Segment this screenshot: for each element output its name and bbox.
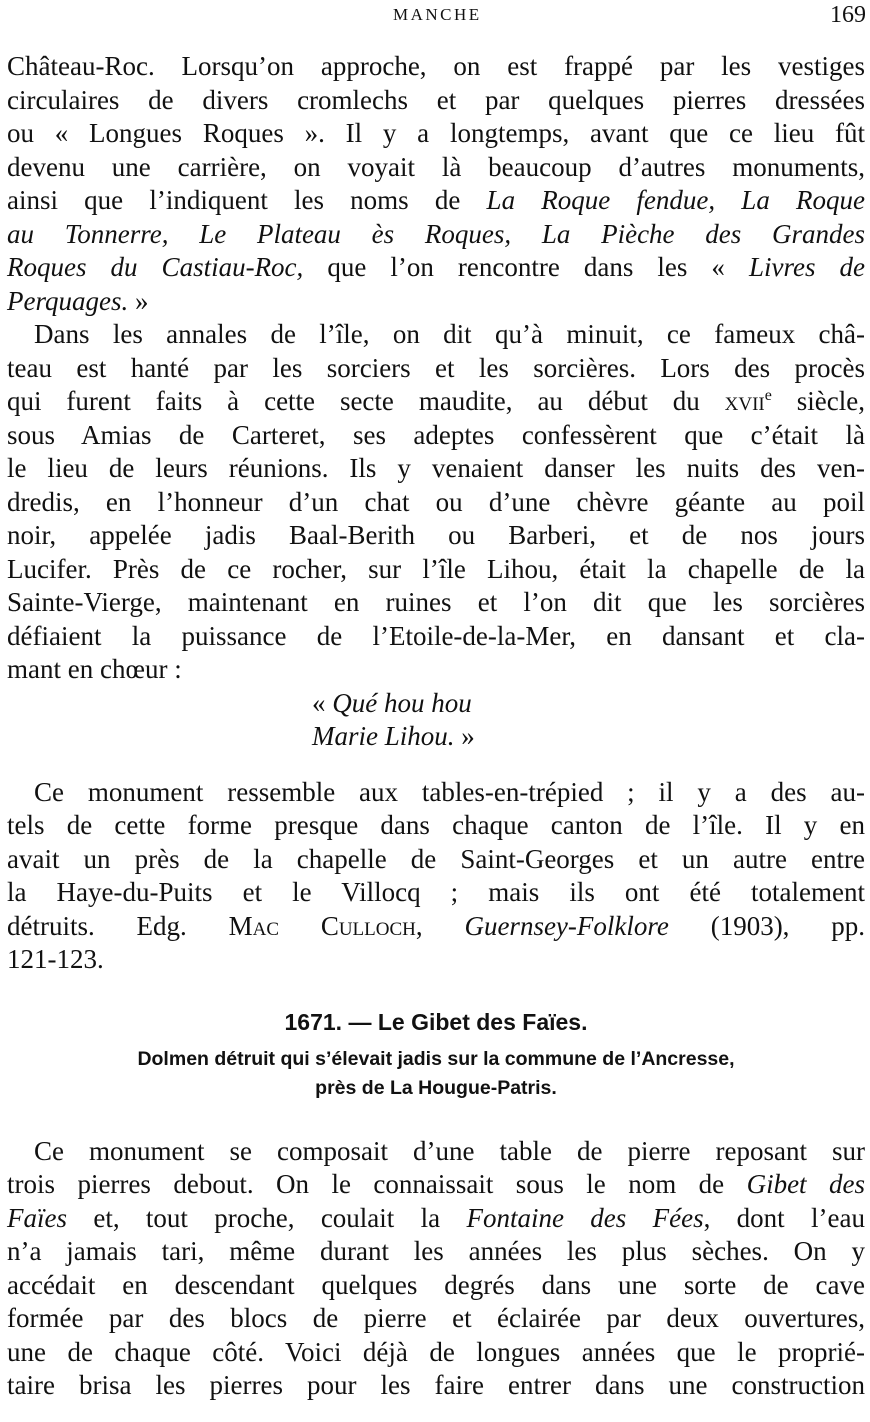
- text-run: , dont l’eau: [703, 1202, 865, 1233]
- text-run: »: [128, 285, 149, 316]
- text-line: dredis, en l’honneur d’un chat ou d’une chèvre géante au poil: [7, 486, 865, 517]
- text-line: 121-123.: [7, 944, 104, 974]
- text-line: [7, 910, 865, 944]
- text-line: mant en chœur :: [7, 654, 182, 684]
- text-line: avait un près de la chapelle de Saint-Georges et un autre entre: [7, 843, 865, 874]
- text-line: taire brisa les pierres pour les faire entrer dans une construction: [7, 1370, 865, 1400]
- text-line: [7, 385, 865, 419]
- page-body: [7, 50, 865, 1403]
- text-run: détruits. Edg.: [7, 910, 229, 941]
- paragraph-2: [7, 318, 865, 352]
- paragraph-2-cont: [7, 352, 865, 687]
- text-line: Sainte-Vierge, maintenant en ruines et l’on dit que les sorcières: [7, 587, 865, 617]
- superscript: e: [764, 387, 772, 404]
- text-run: (1903), pp.: [668, 910, 865, 941]
- text-line: noir, appelée jadis Baal-Berith ou Barberi, et de nos jours: [7, 520, 865, 550]
- text-line: devenu une carrière, on voyait là beaucoup d’autres monuments,: [7, 151, 865, 182]
- text-run: ainsi que l’indiquent les noms de: [7, 185, 487, 215]
- text-line: Ce monument se composait d’une table de pierre reposant sur: [34, 1135, 865, 1166]
- text-run: ,: [415, 910, 465, 941]
- quote-open: «: [312, 687, 333, 718]
- quote-close: »: [454, 721, 475, 751]
- text-line: [7, 1202, 865, 1236]
- text-line: Château-Roc. Lorsqu’on approche, on est frappé par les vestiges: [7, 51, 865, 81]
- text-run: et, tout proche, coulait la: [67, 1202, 467, 1233]
- paragraph-3: [7, 776, 865, 810]
- author-name: Mac Culloch: [228, 910, 416, 941]
- text-line: formée par des blocs de pierre et éclairée par deux ouvertures,: [7, 1303, 865, 1333]
- section-title: 1671. — Le Gibet des Faïes.: [284, 1008, 588, 1035]
- place-name-italic: Faïes: [7, 1202, 67, 1233]
- text-line: Lucifer. Près de ce rocher, sur l’île Lihou, était la chapelle de la: [7, 553, 865, 584]
- text-line: une de chaque côté. Voici déjà de longues années que le proprié-: [7, 1336, 865, 1367]
- section-subtitle: près de La Hougue-Patris.: [315, 1076, 557, 1099]
- text-run: trois pierres debout. On le connaissait sous le nom de: [7, 1169, 747, 1199]
- spacer: [7, 754, 865, 776]
- place-name-italic: La Roque fendue, La Roque: [486, 185, 865, 215]
- text-run: siècle,: [771, 386, 865, 416]
- text-run: qui furent faits à cette secte maudite, au début du: [7, 386, 725, 416]
- place-name-italic: Gibet des: [746, 1169, 865, 1199]
- text-line: le lieu de leurs réunions. Ils y venaient danser les nuits des ven-: [7, 453, 865, 483]
- section-subtitle: Dolmen détruit qui s’élevait jadis sur la commune de l’Ancresse,: [137, 1047, 735, 1070]
- paragraph-3-cont: [7, 809, 865, 977]
- book-title-italic: Livres de: [748, 252, 865, 282]
- verse-quote: [7, 687, 865, 754]
- verse-text: Qué hou hou: [332, 687, 472, 718]
- place-name-italic: au Tonnerre, Le Plateau ès Roques, La Pièche des Grandes: [7, 218, 865, 249]
- running-head: MANCHE: [393, 5, 482, 24]
- text-line: n’a jamais tari, même durant les années les plus sèches. On y: [7, 1236, 865, 1266]
- verse-line: [312, 687, 865, 721]
- place-name-italic: Fontaine des Fées: [466, 1202, 704, 1233]
- text-run: que l’on rencontre dans les «: [303, 252, 749, 282]
- book-title-italic: Perquages.: [7, 285, 129, 316]
- place-name-italic: Roques du Castiau-Roc,: [7, 252, 304, 282]
- paragraph-4: [7, 1135, 865, 1169]
- text-line: circulaires de divers cromlechs et par quelques pierres dressées: [7, 84, 865, 115]
- text-line: [7, 285, 865, 319]
- text-line: [7, 218, 865, 252]
- spacer: [7, 1105, 865, 1135]
- verse-text: Marie Lihou.: [312, 721, 455, 751]
- text-line: [7, 1168, 865, 1202]
- text-line: [7, 184, 865, 218]
- page-number: 169: [830, 2, 866, 28]
- book-title-italic: Guernsey-Folklore: [464, 910, 669, 941]
- text-line: sous Amias de Carteret, ses adeptes confessèrent que c’était là: [7, 419, 865, 450]
- text-line: ou « Longues Roques ». Il y a longtemps, avant que ce lieu fût: [7, 118, 865, 148]
- page-header: [0, 3, 870, 31]
- text-line: la Haye-du-Puits et le Villocq ; mais ils ont été totalement: [7, 877, 865, 907]
- text-line: Dans les annales de l’île, on dit qu’à minuit, ce fameux châ-: [34, 319, 865, 349]
- paragraph-4-cont: [7, 1168, 865, 1403]
- text-line: défiaient la puissance de l’Etoile-de-la-Mer, en dansant et cla-: [7, 620, 865, 651]
- text-line: accédait en descendant quelques degrés dans une sorte de cave: [7, 1269, 865, 1300]
- text-line: teau est hanté par les sorciers et les sorcières. Lors des procès: [7, 352, 865, 383]
- century-numeral: xvii: [724, 386, 765, 416]
- text-line: Ce monument ressemble aux tables-en-trépied ; il y a des au-: [34, 776, 865, 807]
- spacer: [7, 977, 865, 1007]
- text-line: tels de cette forme presque dans chaque canton de l’île. Il y en: [7, 810, 865, 840]
- verse-line: [312, 720, 865, 754]
- text-line: [7, 251, 865, 285]
- paragraph-1: [7, 50, 865, 318]
